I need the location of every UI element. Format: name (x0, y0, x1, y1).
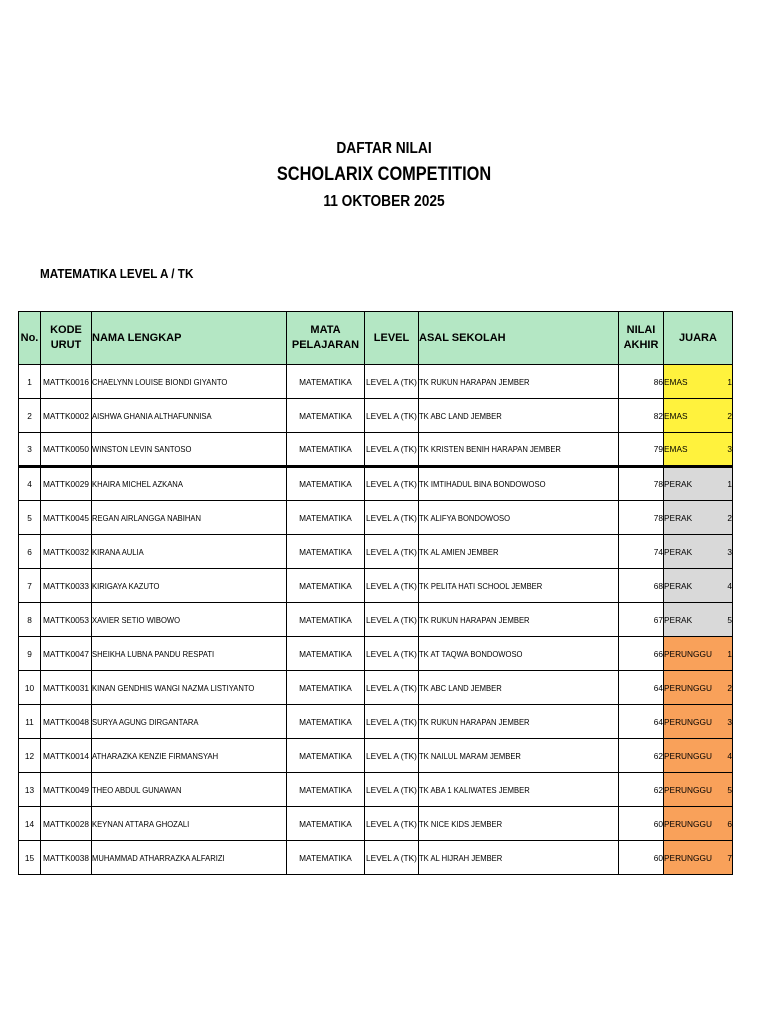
cell-no: 3 (19, 433, 41, 467)
cell-nilai-akhir: 62 (619, 739, 664, 773)
cell-no: 15 (19, 841, 41, 875)
cell-juara (664, 739, 733, 773)
cell-mata-pelajaran: MATEMATIKA (287, 841, 365, 875)
cell-mata-pelajaran: MATEMATIKA (287, 739, 365, 773)
cell-asal-sekolah: TK RUKUN HARAPAN JEMBER (419, 705, 619, 739)
medal-rank: 2 (727, 682, 732, 693)
header-level: LEVEL (365, 312, 419, 365)
cell-nama-lengkap: REGAN AIRLANGGA NABIHAN (92, 501, 287, 535)
medal-label: PERUNGGU (664, 818, 712, 829)
cell-kode-urut: MATTK0033 (41, 569, 92, 603)
medal-label: PERUNGGU (664, 750, 712, 761)
cell-mata-pelajaran: MATEMATIKA (287, 399, 365, 433)
cell-juara (664, 535, 733, 569)
cell-nama-lengkap: MUHAMMAD ATHARRAZKA ALFARIZI (92, 841, 287, 875)
cell-nama-lengkap: THEO ABDUL GUNAWAN (92, 773, 287, 807)
medal-rank: 1 (727, 648, 732, 659)
cell-juara (664, 501, 733, 535)
cell-juara (664, 807, 733, 841)
cell-nama-lengkap: CHAELYNN LOUISE BIONDI GIYANTO (92, 365, 287, 399)
header-mata-pelajaran: MATA PELAJARAN (287, 312, 365, 365)
document-title: DAFTAR NILAI (336, 140, 432, 157)
cell-juara (664, 637, 733, 671)
medal-label: PERAK (664, 512, 693, 523)
cell-no: 8 (19, 603, 41, 637)
cell-level: LEVEL A (TK) (365, 467, 419, 501)
cell-level: LEVEL A (TK) (365, 501, 419, 535)
medal-rank: 3 (727, 716, 732, 727)
cell-mata-pelajaran: MATEMATIKA (287, 569, 365, 603)
cell-nama-lengkap: AISHWA GHANIA ALTHAFUNNISA (92, 399, 287, 433)
cell-nilai-akhir: 79 (619, 433, 664, 467)
cell-no: 11 (19, 705, 41, 739)
cell-asal-sekolah: TK KRISTEN BENIH HARAPAN JEMBER (419, 433, 619, 467)
cell-mata-pelajaran: MATEMATIKA (287, 467, 365, 501)
cell-no: 4 (19, 467, 41, 501)
medal-label: PERUNGGU (664, 784, 712, 795)
medal-rank: 4 (727, 580, 732, 591)
cell-mata-pelajaran: MATEMATIKA (287, 773, 365, 807)
medal-label: PERAK (664, 479, 693, 489)
table-header-row (19, 312, 733, 365)
cell-kode-urut: MATTK0002 (41, 399, 92, 433)
cell-level: LEVEL A (TK) (365, 705, 419, 739)
table-row (19, 637, 733, 671)
cell-asal-sekolah: TK ABC LAND JEMBER (419, 399, 619, 433)
cell-nama-lengkap: WINSTON LEVIN SANTOSO (92, 433, 287, 467)
cell-asal-sekolah: TK AT TAQWA BONDOWOSO (419, 637, 619, 671)
cell-no: 6 (19, 535, 41, 569)
competition-name: SCHOLARIX COMPETITION (276, 164, 492, 185)
cell-asal-sekolah: TK ABC LAND JEMBER (419, 671, 619, 705)
cell-nilai-akhir: 60 (619, 841, 664, 875)
medal-label: PERAK (664, 580, 693, 591)
cell-asal-sekolah: TK NICE KIDS JEMBER (419, 807, 619, 841)
cell-asal-sekolah: TK IMTIHADUL BINA BONDOWOSO (419, 467, 619, 501)
cell-kode-urut: MATTK0014 (41, 739, 92, 773)
cell-kode-urut: MATTK0048 (41, 705, 92, 739)
medal-label: PERAK (664, 614, 693, 625)
cell-juara (664, 365, 733, 399)
table-row (19, 705, 733, 739)
cell-mata-pelajaran: MATEMATIKA (287, 365, 365, 399)
medal-rank: 1 (727, 479, 732, 489)
cell-nilai-akhir: 74 (619, 535, 664, 569)
medal-rank: 3 (727, 546, 732, 557)
cell-nilai-akhir: 64 (619, 705, 664, 739)
cell-nilai-akhir: 60 (619, 807, 664, 841)
cell-nilai-akhir: 86 (619, 365, 664, 399)
cell-kode-urut: MATTK0032 (41, 535, 92, 569)
table-row (19, 807, 733, 841)
table-row (19, 671, 733, 705)
cell-kode-urut: MATTK0049 (41, 773, 92, 807)
cell-nama-lengkap: SURYA AGUNG DIRGANTARA (92, 705, 287, 739)
cell-nilai-akhir: 66 (619, 637, 664, 671)
medal-label: EMAS (664, 376, 688, 387)
cell-kode-urut: MATTK0038 (41, 841, 92, 875)
cell-kode-urut: MATTK0053 (41, 603, 92, 637)
competition-date: 11 OKTOBER 2025 (323, 193, 445, 210)
cell-nilai-akhir: 67 (619, 603, 664, 637)
cell-level: LEVEL A (TK) (365, 365, 419, 399)
cell-nama-lengkap: KIRIGAYA KAZUTO (92, 569, 287, 603)
cell-nama-lengkap: SHEIKHA LUBNA PANDU RESPATI (92, 637, 287, 671)
header-asal-sekolah: ASAL SEKOLAH (419, 312, 619, 365)
score-table (18, 311, 733, 875)
cell-mata-pelajaran: MATEMATIKA (287, 705, 365, 739)
cell-juara (664, 705, 733, 739)
medal-label: EMAS (664, 444, 688, 454)
cell-mata-pelajaran: MATEMATIKA (287, 535, 365, 569)
medal-label: PERUNGGU (664, 852, 712, 863)
table-row (19, 773, 733, 807)
cell-asal-sekolah: TK RUKUN HARAPAN JEMBER (419, 365, 619, 399)
medal-label: PERUNGGU (664, 682, 712, 693)
header-nilai-akhir: NILAI AKHIR (619, 312, 664, 365)
medal-label: PERUNGGU (664, 648, 712, 659)
table-row (19, 365, 733, 399)
cell-mata-pelajaran: MATEMATIKA (287, 603, 365, 637)
cell-mata-pelajaran: MATEMATIKA (287, 671, 365, 705)
medal-label: PERAK (664, 546, 693, 557)
cell-juara (664, 603, 733, 637)
header-juara: JUARA (664, 312, 733, 365)
cell-no: 5 (19, 501, 41, 535)
cell-no: 7 (19, 569, 41, 603)
cell-asal-sekolah: TK AL HIJRAH JEMBER (419, 841, 619, 875)
medal-rank: 2 (727, 410, 732, 421)
cell-no: 1 (19, 365, 41, 399)
cell-juara (664, 433, 733, 467)
cell-juara (664, 671, 733, 705)
cell-kode-urut: MATTK0031 (41, 671, 92, 705)
table-row (19, 569, 733, 603)
cell-level: LEVEL A (TK) (365, 535, 419, 569)
cell-level: LEVEL A (TK) (365, 569, 419, 603)
cell-juara (664, 467, 733, 501)
medal-rank: 7 (727, 852, 732, 863)
cell-nilai-akhir: 78 (619, 501, 664, 535)
cell-no: 2 (19, 399, 41, 433)
cell-level: LEVEL A (TK) (365, 637, 419, 671)
cell-juara (664, 569, 733, 603)
cell-nama-lengkap: KINAN GENDHIS WANGI NAZMA LISTIYANTO (92, 671, 287, 705)
cell-nama-lengkap: ATHARAZKA KENZIE FIRMANSYAH (92, 739, 287, 773)
cell-asal-sekolah: TK PELITA HATI SCHOOL JEMBER (419, 569, 619, 603)
cell-level: LEVEL A (TK) (365, 399, 419, 433)
table-row (19, 501, 733, 535)
cell-no: 10 (19, 671, 41, 705)
cell-nilai-akhir: 62 (619, 773, 664, 807)
header-no: No. (19, 312, 41, 365)
cell-kode-urut: MATTK0016 (41, 365, 92, 399)
cell-asal-sekolah: TK AL AMIEN JEMBER (419, 535, 619, 569)
table-row (19, 841, 733, 875)
cell-level: LEVEL A (TK) (365, 739, 419, 773)
cell-nilai-akhir: 68 (619, 569, 664, 603)
medal-rank: 3 (727, 444, 732, 454)
cell-level: LEVEL A (TK) (365, 671, 419, 705)
cell-nama-lengkap: KHAIRA MICHEL AZKANA (92, 467, 287, 501)
table-row (19, 603, 733, 637)
cell-no: 14 (19, 807, 41, 841)
cell-juara (664, 841, 733, 875)
cell-level: LEVEL A (TK) (365, 773, 419, 807)
cell-nilai-akhir: 78 (619, 467, 664, 501)
cell-level: LEVEL A (TK) (365, 603, 419, 637)
cell-nilai-akhir: 64 (619, 671, 664, 705)
cell-kode-urut: MATTK0029 (41, 467, 92, 501)
cell-kode-urut: MATTK0045 (41, 501, 92, 535)
cell-nama-lengkap: KIRANA AULIA (92, 535, 287, 569)
cell-mata-pelajaran: MATEMATIKA (287, 637, 365, 671)
cell-mata-pelajaran: MATEMATIKA (287, 501, 365, 535)
cell-asal-sekolah: TK ALIFYA BONDOWOSO (419, 501, 619, 535)
medal-rank: 4 (727, 750, 732, 761)
table-row (19, 739, 733, 773)
cell-mata-pelajaran: MATEMATIKA (287, 807, 365, 841)
table-row (19, 433, 733, 467)
medal-rank: 2 (727, 512, 732, 523)
cell-no: 13 (19, 773, 41, 807)
header-kode-urut: KODE URUT (41, 312, 92, 365)
cell-no: 12 (19, 739, 41, 773)
table-row (19, 535, 733, 569)
cell-level: LEVEL A (TK) (365, 807, 419, 841)
header-nama-lengkap: NAMA LENGKAP (92, 312, 287, 365)
cell-juara (664, 773, 733, 807)
medal-rank: 5 (727, 784, 732, 795)
cell-kode-urut: MATTK0047 (41, 637, 92, 671)
table-row (19, 467, 733, 501)
cell-kode-urut: MATTK0050 (41, 433, 92, 467)
medal-rank: 5 (727, 614, 732, 625)
cell-nama-lengkap: KEYNAN ATTARA GHOZALI (92, 807, 287, 841)
cell-level: LEVEL A (TK) (365, 433, 419, 467)
cell-mata-pelajaran: MATEMATIKA (287, 433, 365, 467)
medal-label: EMAS (664, 410, 688, 421)
medal-rank: 6 (727, 818, 732, 829)
cell-no: 9 (19, 637, 41, 671)
medal-rank: 1 (727, 376, 732, 387)
cell-asal-sekolah: TK ABA 1 KALIWATES JEMBER (419, 773, 619, 807)
section-title: MATEMATIKA LEVEL A / TK (40, 266, 194, 281)
cell-asal-sekolah: TK NAILUL MARAM JEMBER (419, 739, 619, 773)
cell-nilai-akhir: 82 (619, 399, 664, 433)
cell-asal-sekolah: TK RUKUN HARAPAN JEMBER (419, 603, 619, 637)
table-row (19, 399, 733, 433)
cell-nama-lengkap: XAVIER SETIO WIBOWO (92, 603, 287, 637)
cell-level: LEVEL A (TK) (365, 841, 419, 875)
cell-kode-urut: MATTK0028 (41, 807, 92, 841)
cell-juara (664, 399, 733, 433)
medal-label: PERUNGGU (664, 716, 712, 727)
